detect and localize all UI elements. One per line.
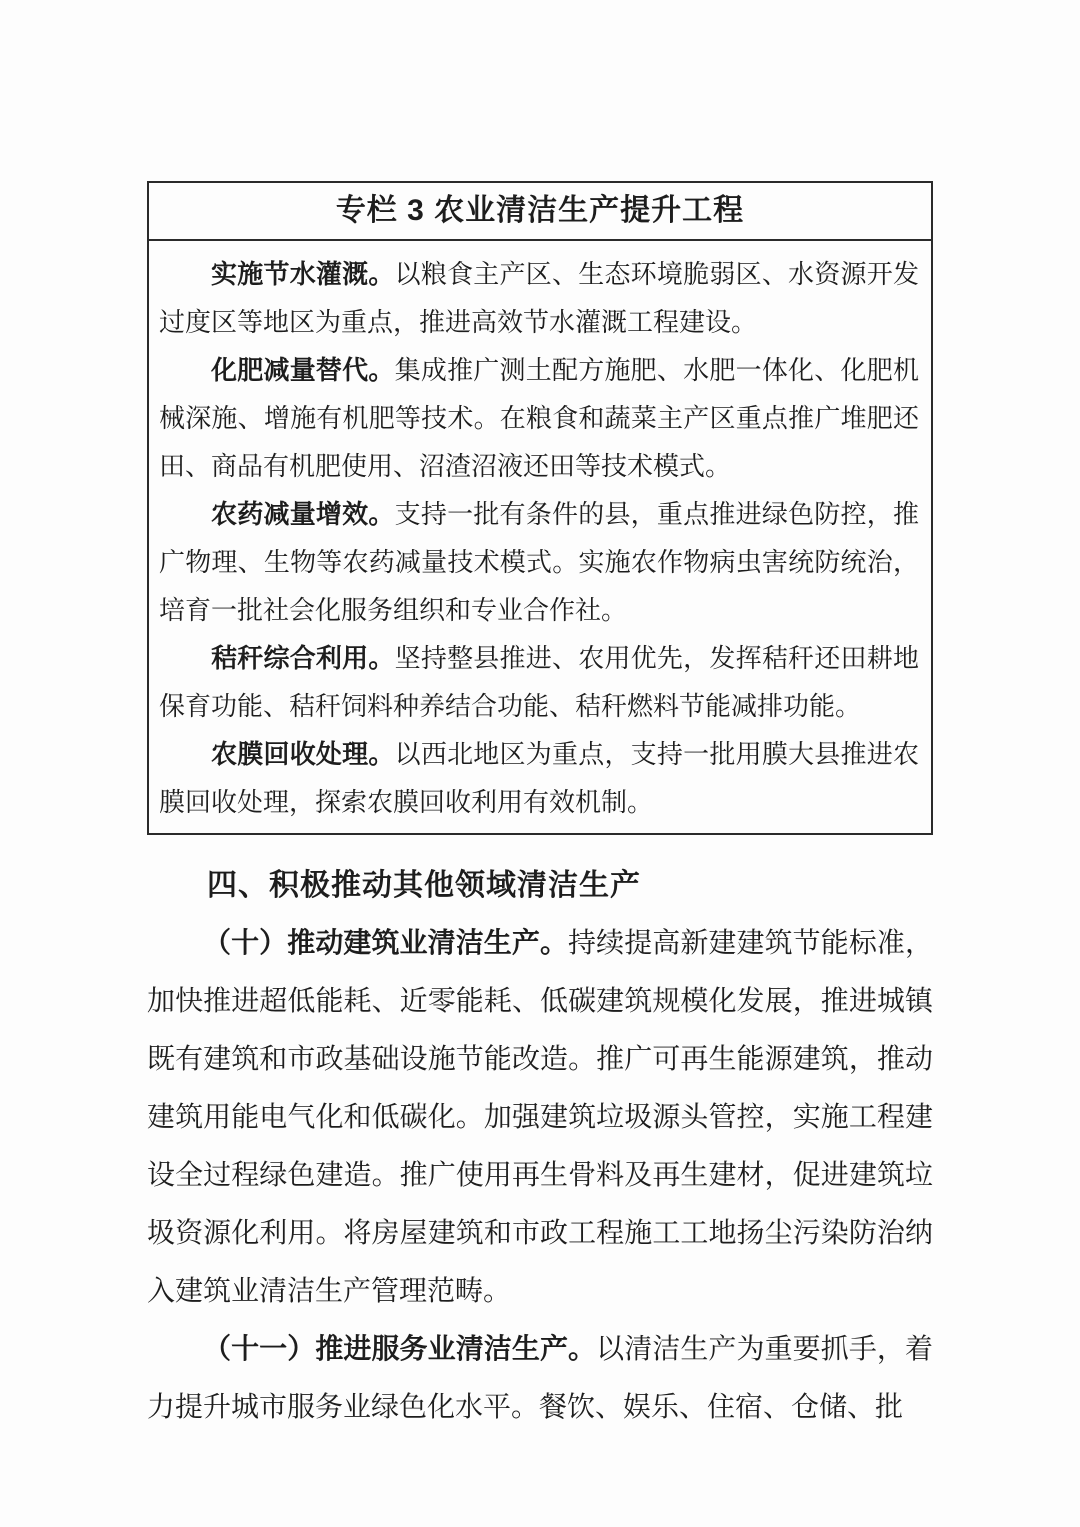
body-paragraph-text: 持续提高新建建筑节能标准，加快推进超低能耗、近零能耗、低碳建筑规模化发展，推进城镇既有建筑和市政基础设施节能改造。推广可再生能源建筑，推动建筑用能电气化和低碳化。加强建筑垃圾源头管控，实施工程建设全过程绿色建造。推广使用再生骨料及再生建材，促进建筑垃圾资源化利用。将房屋建筑和市政工程施工工地扬尘污染防治纳入建筑业清洁生产管理范畴。 <box>147 928 933 1307</box>
body-paragraph <box>147 1321 933 1437</box>
box-paragraph <box>159 347 919 491</box>
body-paragraph-lead: （十一）推进服务业清洁生产。 <box>203 1334 597 1365</box>
box-paragraph-text: 集成推广测土配方施肥、水肥一体化、化肥机械深施、增施有机肥等技术。在粮食和蔬菜主产区重点推广堆肥还田、商品有机肥使用、沼渣沼液还田等技术模式。 <box>159 356 919 481</box>
body-paragraph <box>147 915 933 1321</box>
box-paragraph-text: 坚持整县推进、农用优先，发挥秸秆还田耕地保育功能、秸秆饲料种养结合功能、秸秆燃料节能减排功能。 <box>159 644 919 721</box>
box-paragraph-lead: 秸秆综合利用。 <box>211 644 395 673</box>
body-paragraph-lead: （十）推动建筑业清洁生产。 <box>203 928 569 959</box>
box-paragraph <box>159 635 919 731</box>
box-paragraph <box>159 731 919 827</box>
box-paragraph-text: 支持一批有条件的县，重点推进绿色防控，推广物理、生物等农药减量技术模式。实施农作物病虫害统防统治，培育一批社会化服务组织和专业合作社。 <box>159 500 919 625</box>
box-paragraph-lead: 实施节水灌溉。 <box>211 260 395 289</box>
box-paragraph-text: 以西北地区为重点，支持一批用膜大县推进农膜回收处理，探索农膜回收利用有效机制。 <box>159 740 919 817</box>
box-paragraph-text: 以粮食主产区、生态环境脆弱区、水资源开发过度区等地区为重点，推进高效节水灌溉工程建设。 <box>159 260 919 337</box>
section-heading: 四、积极推动其他领域清洁生产 <box>207 869 641 902</box>
box-paragraph <box>159 491 919 635</box>
box-paragraph-lead: 农膜回收处理。 <box>211 740 395 769</box>
box-paragraph-lead: 化肥减量替代。 <box>211 356 395 385</box>
callout-box <box>147 181 933 835</box>
body-paragraph-text: 以清洁生产为重要抓手，着力提升城市服务业绿色化水平。餐饮、娱乐、住宿、仓储、批 <box>147 1334 933 1423</box>
callout-box-title: 专栏 3 农业清洁生产提升工程 <box>149 183 931 241</box>
callout-box-body <box>149 241 931 833</box>
box-paragraph <box>159 251 919 347</box>
box-paragraph-lead: 农药减量增效。 <box>211 500 395 529</box>
